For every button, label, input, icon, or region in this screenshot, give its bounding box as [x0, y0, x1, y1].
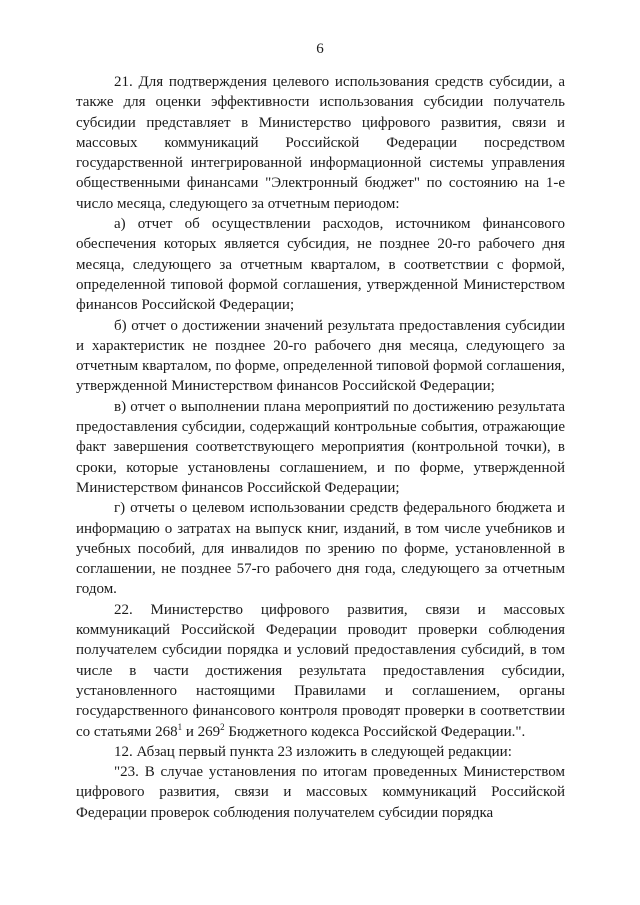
article-269-superscript: 2 — [220, 721, 225, 732]
document-body — [76, 72, 565, 823]
paragraph-22 — [76, 600, 565, 742]
paragraph-23: "23. В случае установления по итогам проведенных Министерством цифрового развития, связи и массовых коммуникаций Российской Федерации проверок соблюдения получателем субсидии порядка — [76, 764, 565, 821]
paragraph-22-end: Бюджетного кодекса Российской Федерации.". — [224, 723, 526, 740]
page-number: 6 — [316, 41, 324, 57]
paragraph-22-mid: и 269 — [182, 723, 221, 740]
subparagraph-g: г) отчеты о целевом использовании средств федерального бюджета и информацию о затратах на выпуск книг, изданий, в том числе учебников и учебных пособий, для инвалидов по зрению по форме, установленной в соглашении, не позднее 57-го рабочего дня года, следующего за отчетным годом. — [76, 500, 565, 598]
article-268-superscript: 1 — [177, 721, 183, 732]
subparagraph-b: б) отчет о достижении значений результата предоставления субсидии и характеристик не позднее 20-го рабочего дня месяца, следующего за отчетным кварталом, по форме, определенной типовой формой соглашения, утвержденной Министерством финансов Российской Федерации; — [76, 317, 565, 395]
paragraph-21: 21. Для подтверждения целевого использования средств субсидии, а также для оценки эффективности использования субсидии получатель субсидии представляет в Министерство цифрового развития, связи и массовых коммуникаций Российской Федерации посредством государственной интегрированной информационной системы управления общественными финансами "Электронный бюджет" по состоянию на 1-е число месяца, следующего за отчетным периодом: — [76, 74, 565, 212]
subparagraph-a: а) отчет об осуществлении расходов, источником финансового обеспечения которых является субсидия, не позднее 20-го рабочего дня месяца, следующего за отчетным кварталом, в соответствии с формой, определенной типовой формой соглашения, утвержденной Министерством финансов Российской Федерации; — [76, 216, 565, 314]
paragraph-22-main: 22. Министерство цифрового развития, связи и массовых коммуникаций Российской Федерации проводит проверки соблюдения получателем субсидии порядка и условий предоставления субсидий, в том числе в части достижения результата предоставления субсидии, установленного настоящими Правилами и соглашением, органы государственного финансового контроля проводят проверки в соответствии со статьями 268 — [76, 601, 565, 740]
paragraph-12: 12. Абзац первый пункта 23 изложить в следующей редакции: — [114, 743, 512, 760]
subparagraph-v: в) отчет о выполнении плана мероприятий по достижению результата предоставления субсидии, содержащий контрольные события, отражающие факт завершения соответствующего мероприятия (контрольной точки), в сроки, которые установлены соглашением, и по форме, утвержденной Министерством финансов Российской Федерации; — [76, 398, 565, 496]
